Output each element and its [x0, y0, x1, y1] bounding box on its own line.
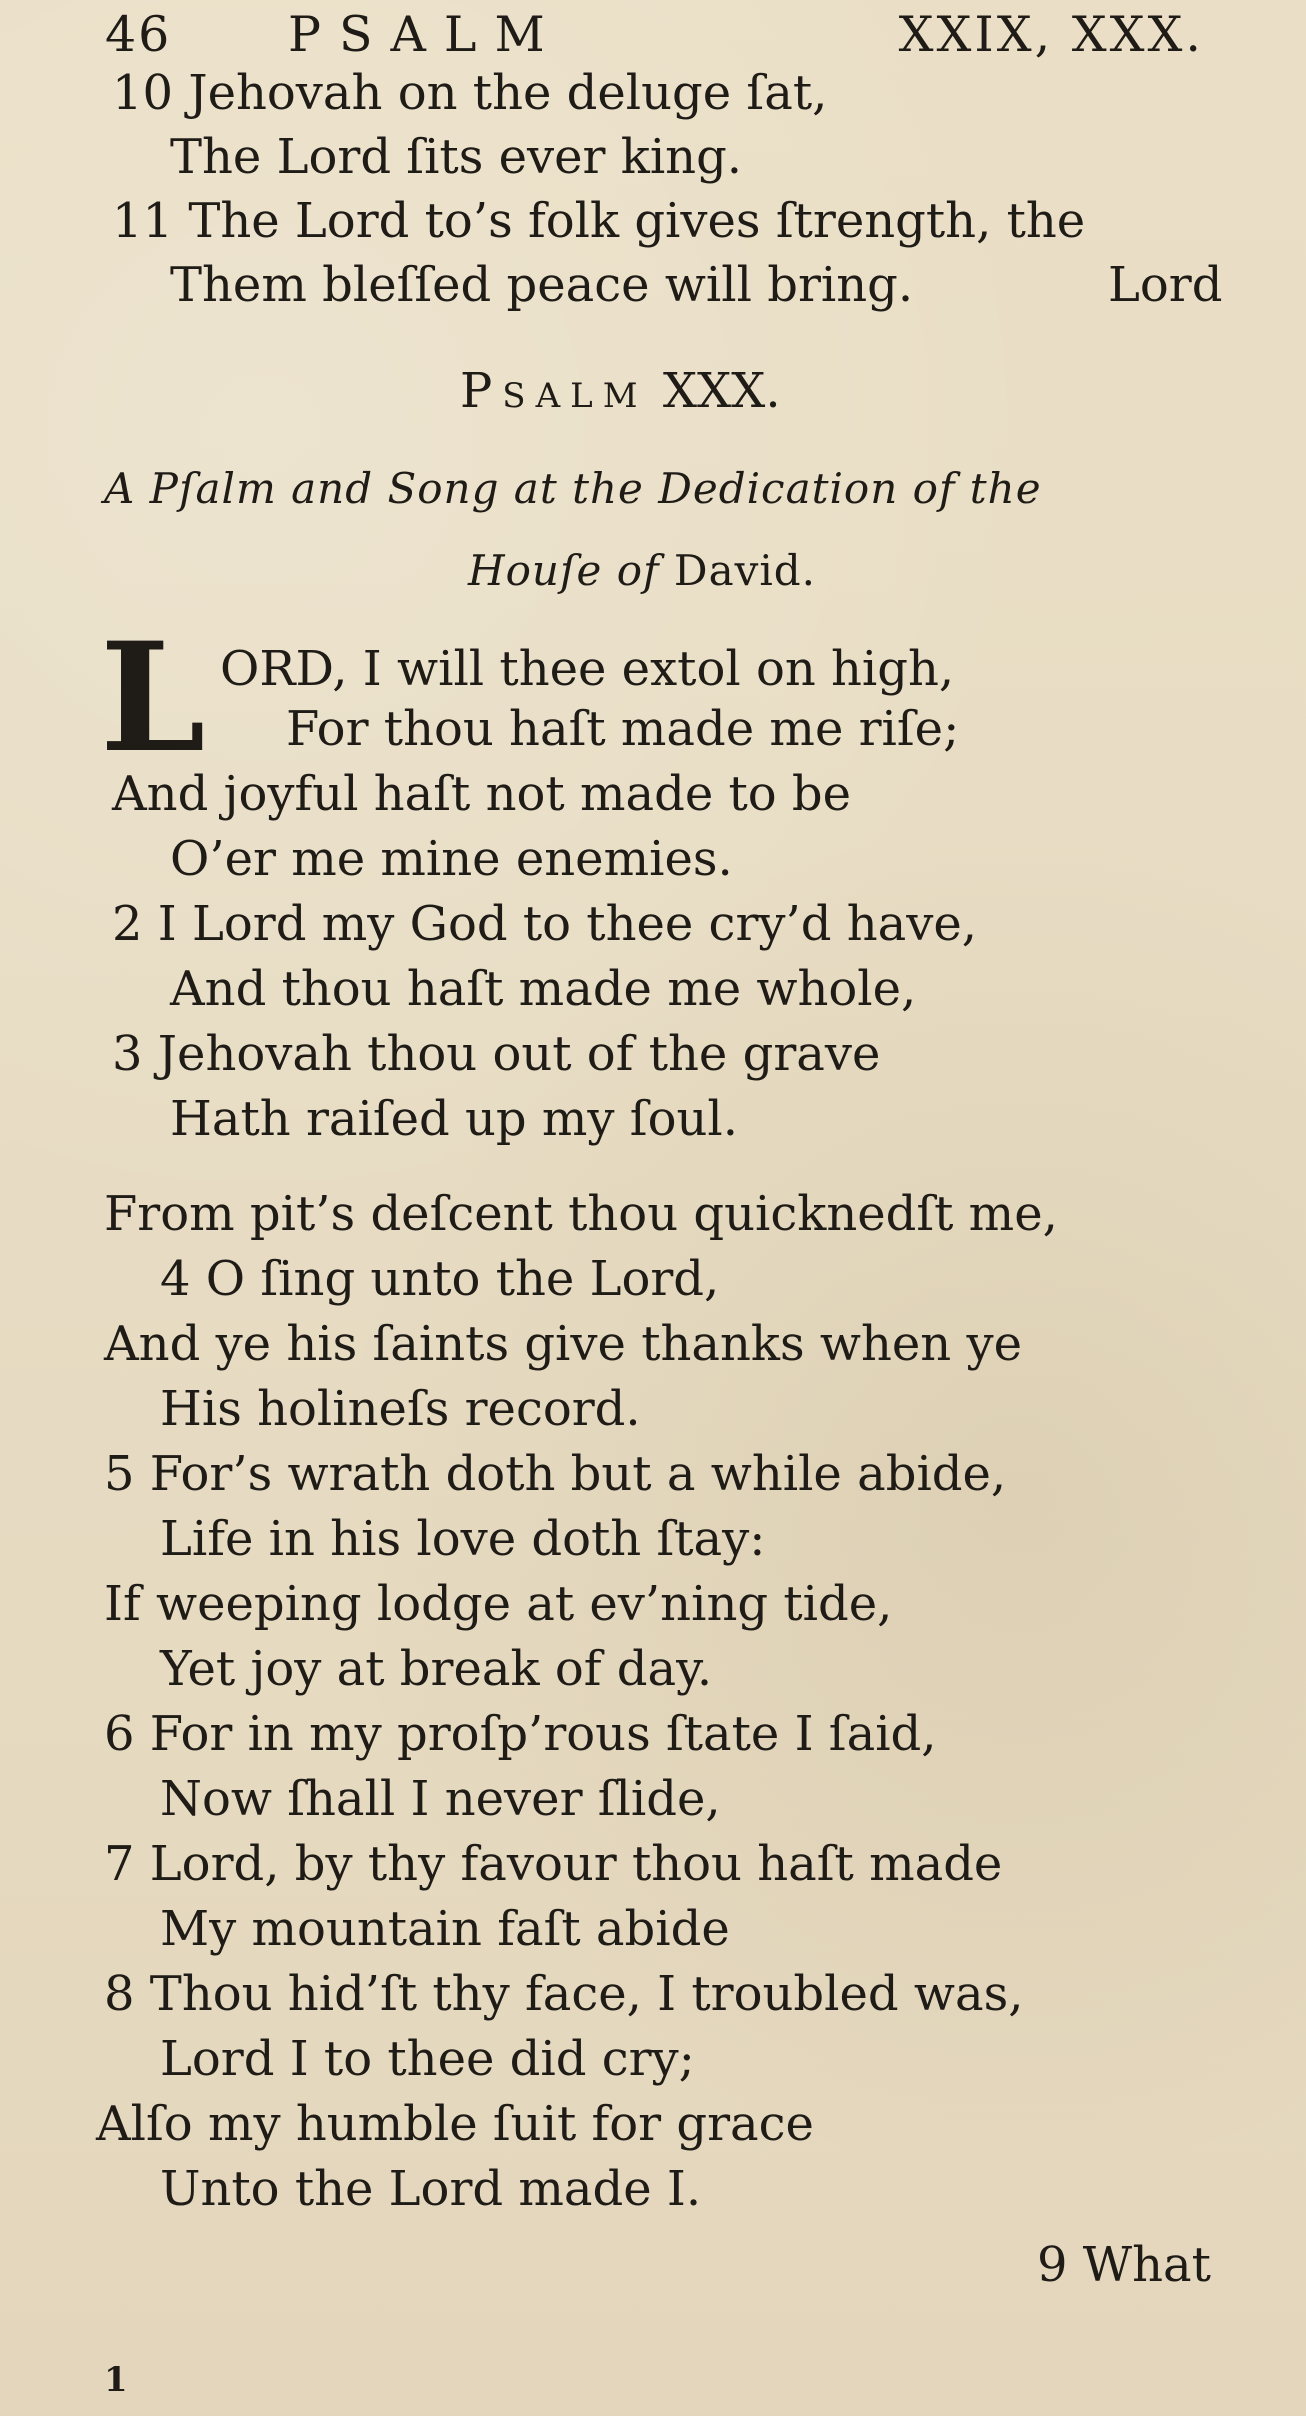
psalm-heading	[460, 362, 781, 420]
psalm-heading-prefix: Psalm	[460, 363, 648, 419]
verse-line-11: 11 The Lord to’s folk gives ſtrength, the	[112, 193, 1086, 249]
verse-line-4d: His holineſs record.	[160, 1381, 641, 1437]
verse-line-8b: Lord I to thee did cry;	[160, 2031, 695, 2087]
verse-line-8a: 8 Thou hid’ſt thy face, I troubled was,	[104, 1966, 1024, 2022]
verse-line-2a: 2 I Lord my God to thee cry’d have,	[112, 896, 978, 952]
running-title: PSALM	[288, 6, 563, 63]
verse-line-7b: My mountain faſt abide	[160, 1901, 730, 1957]
page-header	[105, 6, 1204, 64]
verse-line-10: 10 Jehovah on the deluge ſat,	[112, 65, 828, 121]
verse-line-1c: And joyful haſt not made to be	[112, 766, 852, 822]
verse-line-11-wrap: Lord	[1108, 257, 1223, 313]
psalm-subtitle-house: Houſe of	[468, 546, 660, 595]
catchword: 9 What	[1037, 2237, 1211, 2293]
verse-line-10-cont: The Lord ſits ever king.	[170, 129, 743, 185]
verse-line-4a: From pit’s deſcent thou quicknedſt me,	[104, 1186, 1058, 1242]
verse-line-5d: Yet joy at break of day.	[160, 1641, 713, 1697]
psalm-subtitle-david: David.	[673, 546, 817, 595]
verse-line-6b: Now ſhall I never ſlide,	[160, 1771, 721, 1827]
verse-line-1a: ORD, I will thee extol on high,	[220, 641, 955, 697]
verse-line-4c: And ye his ſaints give thanks when ye	[104, 1316, 1022, 1372]
verse-line-4b: 4 O ſing unto the Lord,	[160, 1251, 720, 1307]
psalm-heading-number: XXX.	[662, 363, 781, 419]
page-number: 46	[105, 6, 172, 63]
psalm-range: XXIX, XXX.	[898, 6, 1204, 63]
drop-cap-letter: L	[100, 610, 206, 786]
verse-line-8d: Unto the Lord made I.	[160, 2161, 702, 2217]
signature-mark: 1	[104, 2360, 128, 2400]
verse-line-1b: For thou haſt made me riſe;	[286, 701, 960, 757]
verse-line-7a: 7 Lord, by thy favour thou haſt made	[104, 1836, 1003, 1892]
verse-line-5a: 5 For’s wrath doth but a while abide,	[104, 1446, 1007, 1502]
verse-line-6a: 6 For in my proſp’rous ſtate I ſaid,	[104, 1706, 937, 1762]
verse-line-1d: O’er me mine enemies.	[170, 831, 733, 887]
psalm-subtitle-line-1: A Pſalm and Song at the Dedication of the	[104, 464, 1042, 513]
psalm-subtitle-line-2	[468, 542, 816, 600]
verse-line-3b: Hath raiſed up my ſoul.	[170, 1091, 738, 1147]
verse-line-11-cont: Them bleſſed peace will bring.	[170, 257, 914, 313]
verse-line-3a: 3 Jehovah thou out of the grave	[112, 1026, 881, 1082]
verse-line-2b: And thou haſt made me whole,	[170, 961, 917, 1017]
verse-line-5b: Life in his love doth ſtay:	[160, 1511, 766, 1567]
verse-line-5c: If weeping lodge at ev’ning tide,	[104, 1576, 893, 1632]
verse-line-8c: Alſo my humble ſuit for grace	[96, 2096, 814, 2152]
